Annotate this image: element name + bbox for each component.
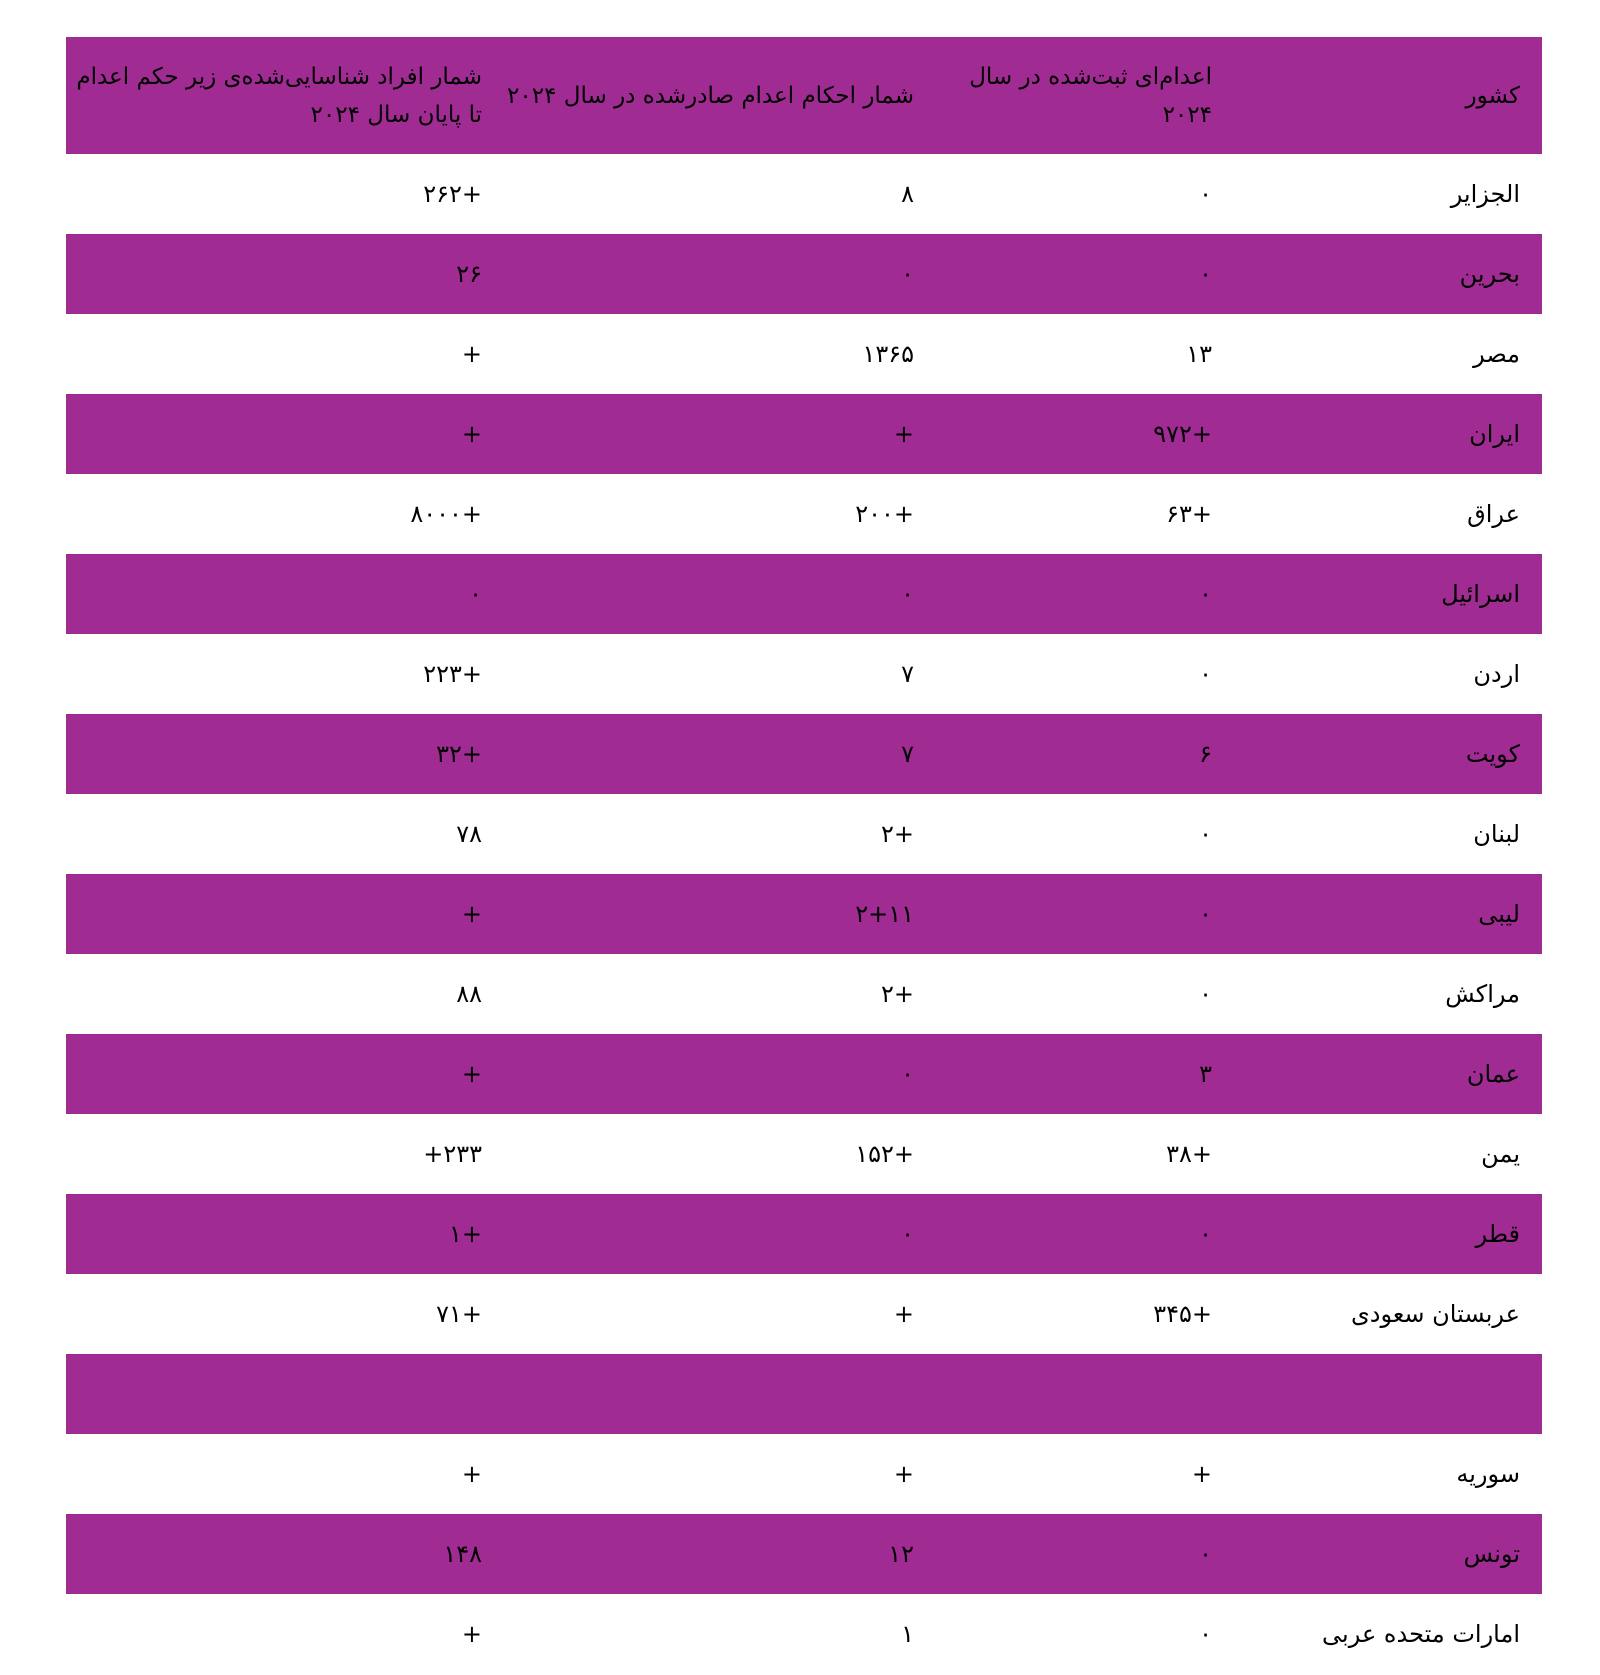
table-row [66, 154, 1542, 234]
cell-country: اردن [1226, 634, 1542, 714]
cell-country: قطر [1226, 1194, 1542, 1274]
table-row [66, 1434, 1542, 1514]
table-row [66, 554, 1542, 634]
cell-country: مصر [1226, 314, 1542, 394]
table-row [66, 794, 1542, 874]
cell-total-under-sentence: +۷۱ [66, 1274, 496, 1354]
cell-executions: ۱۳ [930, 314, 1226, 394]
cell-total-under-sentence: +۲۶۲ [66, 154, 496, 234]
cell-country: سوریه [1226, 1434, 1542, 1514]
table-row [66, 394, 1542, 474]
cell-country: عراق [1226, 474, 1542, 554]
cell-country: امارات متحده عربی [1226, 1594, 1542, 1674]
death-penalty-table [66, 37, 1542, 1674]
cell-executions: ۶ [930, 714, 1226, 794]
table-row [66, 314, 1542, 394]
cell-country: الجزایر [1226, 154, 1542, 234]
cell-country [1226, 1354, 1542, 1434]
cell-total-under-sentence: +۱ [66, 1194, 496, 1274]
table-row [66, 1034, 1542, 1114]
cell-executions: + [930, 1434, 1226, 1514]
cell-total-under-sentence: + [66, 1034, 496, 1114]
cell-total-under-sentence: + [66, 314, 496, 394]
cell-country: عمان [1226, 1034, 1542, 1114]
header-executions [930, 37, 1226, 154]
table-row [66, 1354, 1542, 1434]
table-row [66, 954, 1542, 1034]
cell-sentences: +۲ [496, 794, 930, 874]
cell-total-under-sentence: ۱۴۸ [66, 1514, 496, 1594]
cell-total-under-sentence: +۲۲۳ [66, 634, 496, 714]
header-country [1226, 37, 1542, 154]
cell-country: یمن [1226, 1114, 1542, 1194]
cell-total-under-sentence: +۸۰۰۰ [66, 474, 496, 554]
cell-sentences: ۰ [496, 554, 930, 634]
cell-sentences: +۲۰۰ [496, 474, 930, 554]
cell-sentences [496, 1354, 930, 1434]
cell-sentences: + [496, 1274, 930, 1354]
table-row [66, 874, 1542, 954]
cell-sentences: ۱۳۶۵ [496, 314, 930, 394]
cell-country: کویت [1226, 714, 1542, 794]
table-header [66, 37, 1542, 154]
cell-country: ایران [1226, 394, 1542, 474]
table-body [66, 154, 1542, 1674]
header-sentences [496, 37, 930, 154]
cell-executions: +۹۷۲ [930, 394, 1226, 474]
cell-sentences: +۱۵۲ [496, 1114, 930, 1194]
cell-sentences: ۷ [496, 714, 930, 794]
header-country-label: کشور [1465, 82, 1520, 109]
header-total-under-sentence-label: شمار افراد شناسایی‌شده‌ی زیر حکم اعدام تا پایان سال ۲۰۲۴ [76, 63, 482, 128]
header-total-under-sentence [66, 37, 496, 154]
cell-total-under-sentence: ۷۸ [66, 794, 496, 874]
cell-sentences: ۰ [496, 1194, 930, 1274]
cell-total-under-sentence: ۸۸ [66, 954, 496, 1034]
cell-total-under-sentence [66, 1354, 496, 1434]
cell-country: بحرین [1226, 234, 1542, 314]
cell-sentences: ۲+۱۱ [496, 874, 930, 954]
cell-country: عربستان سعودی [1226, 1274, 1542, 1354]
cell-sentences: ۱ [496, 1594, 930, 1674]
table-row [66, 474, 1542, 554]
cell-total-under-sentence: ۲۶ [66, 234, 496, 314]
cell-total-under-sentence: + [66, 1434, 496, 1514]
table-row [66, 1274, 1542, 1354]
cell-sentences: ۷ [496, 634, 930, 714]
cell-executions: ۰ [930, 234, 1226, 314]
cell-executions: +۳۸ [930, 1114, 1226, 1194]
cell-country: اسرائیل [1226, 554, 1542, 634]
cell-executions: ۰ [930, 634, 1226, 714]
table-row [66, 634, 1542, 714]
cell-country: تونس [1226, 1514, 1542, 1594]
cell-country: مراکش [1226, 954, 1542, 1034]
cell-executions: ۰ [930, 154, 1226, 234]
cell-executions: ۰ [930, 954, 1226, 1034]
cell-total-under-sentence: + [66, 394, 496, 474]
cell-total-under-sentence: ۰ [66, 554, 496, 634]
cell-executions: ۰ [930, 1594, 1226, 1674]
cell-total-under-sentence: + [66, 874, 496, 954]
table-row [66, 234, 1542, 314]
header-row [66, 37, 1542, 154]
cell-total-under-sentence: ۲۳۳+ [66, 1114, 496, 1194]
cell-executions: ۰ [930, 874, 1226, 954]
cell-sentences: ۰ [496, 1034, 930, 1114]
cell-total-under-sentence: + [66, 1594, 496, 1674]
table-row [66, 1514, 1542, 1594]
cell-country: لیبی [1226, 874, 1542, 954]
cell-sentences: ۸ [496, 154, 930, 234]
table-row [66, 1194, 1542, 1274]
header-sentences-label: شمار احکام اعدام صادرشده در سال ۲۰۲۴ [507, 82, 914, 109]
cell-executions: ۰ [930, 1194, 1226, 1274]
table-row [66, 1594, 1542, 1674]
cell-sentences: ۰ [496, 234, 930, 314]
cell-country: لبنان [1226, 794, 1542, 874]
cell-executions: ۰ [930, 794, 1226, 874]
cell-sentences: + [496, 394, 930, 474]
table-row [66, 714, 1542, 794]
death-penalty-table-container [66, 37, 1542, 1674]
cell-sentences: ۱۲ [496, 1514, 930, 1594]
cell-total-under-sentence: +۳۲ [66, 714, 496, 794]
table-row [66, 1114, 1542, 1194]
cell-executions [930, 1354, 1226, 1434]
header-executions-label: اعدام‌ای ثبت‌شده در سال ۲۰۲۴ [969, 63, 1212, 128]
cell-executions: +۳۴۵ [930, 1274, 1226, 1354]
cell-executions: ۰ [930, 1514, 1226, 1594]
cell-executions: ۰ [930, 554, 1226, 634]
cell-sentences: + [496, 1434, 930, 1514]
cell-executions: +۶۳ [930, 474, 1226, 554]
cell-sentences: +۲ [496, 954, 930, 1034]
cell-executions: ۳ [930, 1034, 1226, 1114]
